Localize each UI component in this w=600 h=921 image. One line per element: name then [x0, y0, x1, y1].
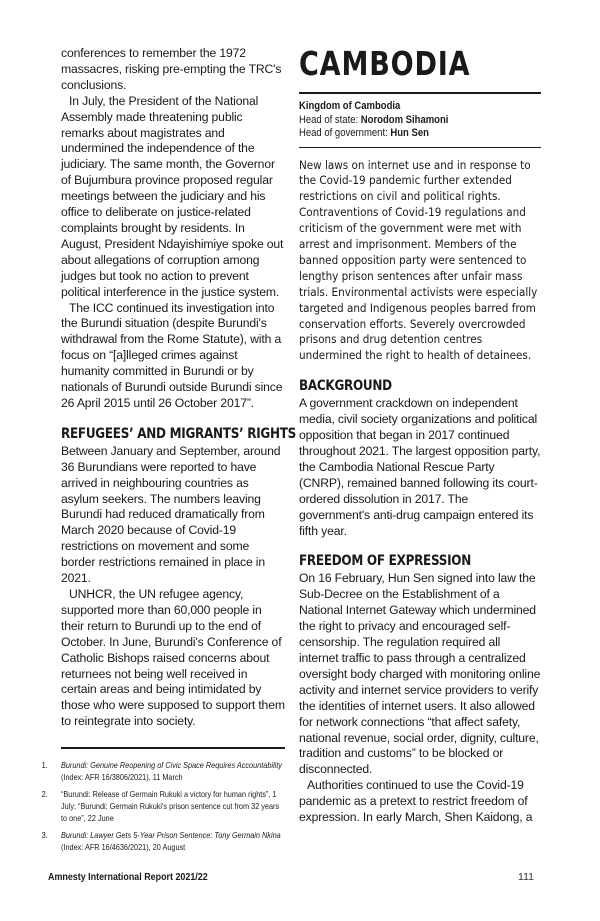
- footnote-title[interactable]: Burundi: Lawyer Gets 5-Year Prison Sentence: Tony Germain Nkina: [61, 830, 281, 841]
- footnote-text: (Index: AFR 16/3806/2021), 11 March: [61, 772, 183, 783]
- footnote: [41, 788, 285, 824]
- paragraph: UNHCR, the UN refugee agency, supported more than 60,000 people in their return to Burundi up to the end of October. In June, Burundi's Conference of Catholic Bishops raised concerns about returnees not being well received in certain areas and being intimidated by those who were supposed to support them to reintegrate into society.: [61, 587, 285, 729]
- left-column: [41, 46, 297, 858]
- footnote: [41, 829, 285, 853]
- paragraph: In July, the President of the National Assembly made threatening public remarks about magistrates and undermined the independence of the judiciary. The same month, the Governor of Bujumbura province proposed regular meetings between the judiciary and his office to deliberate on justice-related complaints brought by residents. In August, President Ndayishimiye spoke out about allegations of corruption among judges but took no action to prevent political interference in the justice system.: [61, 93, 284, 299]
- head-of-government-label: Head of government:: [299, 127, 388, 139]
- official-name: Kingdom of Cambodia: [299, 100, 401, 112]
- paragraph: On 16 February, Hun Sen signed into law the Sub-Decree on the Establishment of a National Internet Gateway which undermined the right to privacy and encouraged self-censorship. The regulation required all internet traffic to pass through a centralized oversight body charged with monitoring online activity and internet service providers to verify the identities of internet users. It also allowed for network connections “that affect safety, national revenue, social order, dignity, culture, tradition and customs” to be blocked or disconnected.: [299, 571, 541, 777]
- right-column: [299, 44, 541, 826]
- footnote-text[interactable]: “Burundi: Release of Germain Rukuki a victory for human rights”, 1 July; “Burundi: Germain Rukuki's prison sentence cut from 32 years to one”, 22 June: [61, 789, 280, 824]
- paragraph: The ICC continued its investigation into the Burundi situation (despite Burundi's withdrawal from the Rome Statute), with a focus on “[a]lleged crimes against humanity committed in Burundi or by nationals of Burundi outside Burundi since 26 April 2015 until 26 October 2017”.: [61, 300, 283, 410]
- divider: [299, 147, 541, 148]
- country-summary: New laws on internet use and in response to the Covid-19 pandemic further extended restrictions on civil and political rights. Contraventions of Covid-19 regulations and criticism of the government were met with arrest and imprisonment. Members of the banned opposition party were sentenced to lengthy prison sentences after unfair mass trials. Environmental activists were especially targeted and Indigenous peoples barred from conservation efforts. Severely overcrowded prisons and drug detention centres undermined the right to health of detainees.: [299, 158, 538, 363]
- footnote-number: 2.: [41, 789, 48, 800]
- head-of-state-label: Head of state:: [299, 113, 359, 126]
- section-heading-refugees: REFUGEES’ AND MIGRANTS’ RIGHTS: [61, 425, 297, 442]
- footnotes: [41, 747, 285, 853]
- section-heading-expression: FREEDOM OF EXPRESSION: [299, 553, 472, 570]
- publication-title: Amnesty International Report 2021/22: [48, 871, 208, 883]
- paragraph: Authorities continued to use the Covid-19 pandemic as a pretext to restrict freedom of expression. In early March, Shen Kaidong, a: [299, 778, 533, 825]
- paragraph: A government crackdown on independent media, civil society organizations and political opposition that began in 2017 continued throughout 2021. The largest opposition party, the Cambodia National Rescue Party (CNRP), remained banned following its court-ordered dissolution in 2017. The government's anti-drug campaign entered its fifth year.: [299, 396, 541, 538]
- footnote-title[interactable]: Burundi: Genuine Reopening of Civic Space Requires Accountability: [61, 760, 282, 771]
- paragraph: Between January and September, around 36 Burundians were reported to have arrived in neighbouring countries as asylum seekers. The numbers leaving Burundi had reduced dramatically from March 2020 because of Covid-19 restrictions on movement and some border restrictions remained in place in 2021.: [61, 443, 281, 586]
- page-footer: [48, 871, 534, 883]
- paragraph: conferences to remember the 1972 massacres, risking pre-empting the TRC's conclusions.: [61, 46, 282, 92]
- footnote-text: (Index: AFR 16/4636/2021), 20 August: [61, 842, 186, 853]
- footnote: [41, 759, 285, 783]
- footnote-number: 3.: [41, 830, 48, 841]
- country-title: CAMBODIA: [299, 44, 471, 83]
- page-number: 111: [518, 871, 534, 883]
- head-of-state: Norodom Sihamoni: [360, 113, 449, 126]
- head-of-government: Hun Sen: [390, 127, 429, 139]
- country-facts: [299, 92, 541, 147]
- footnote-number: 1.: [41, 760, 48, 771]
- section-heading-background: BACKGROUND: [299, 378, 392, 395]
